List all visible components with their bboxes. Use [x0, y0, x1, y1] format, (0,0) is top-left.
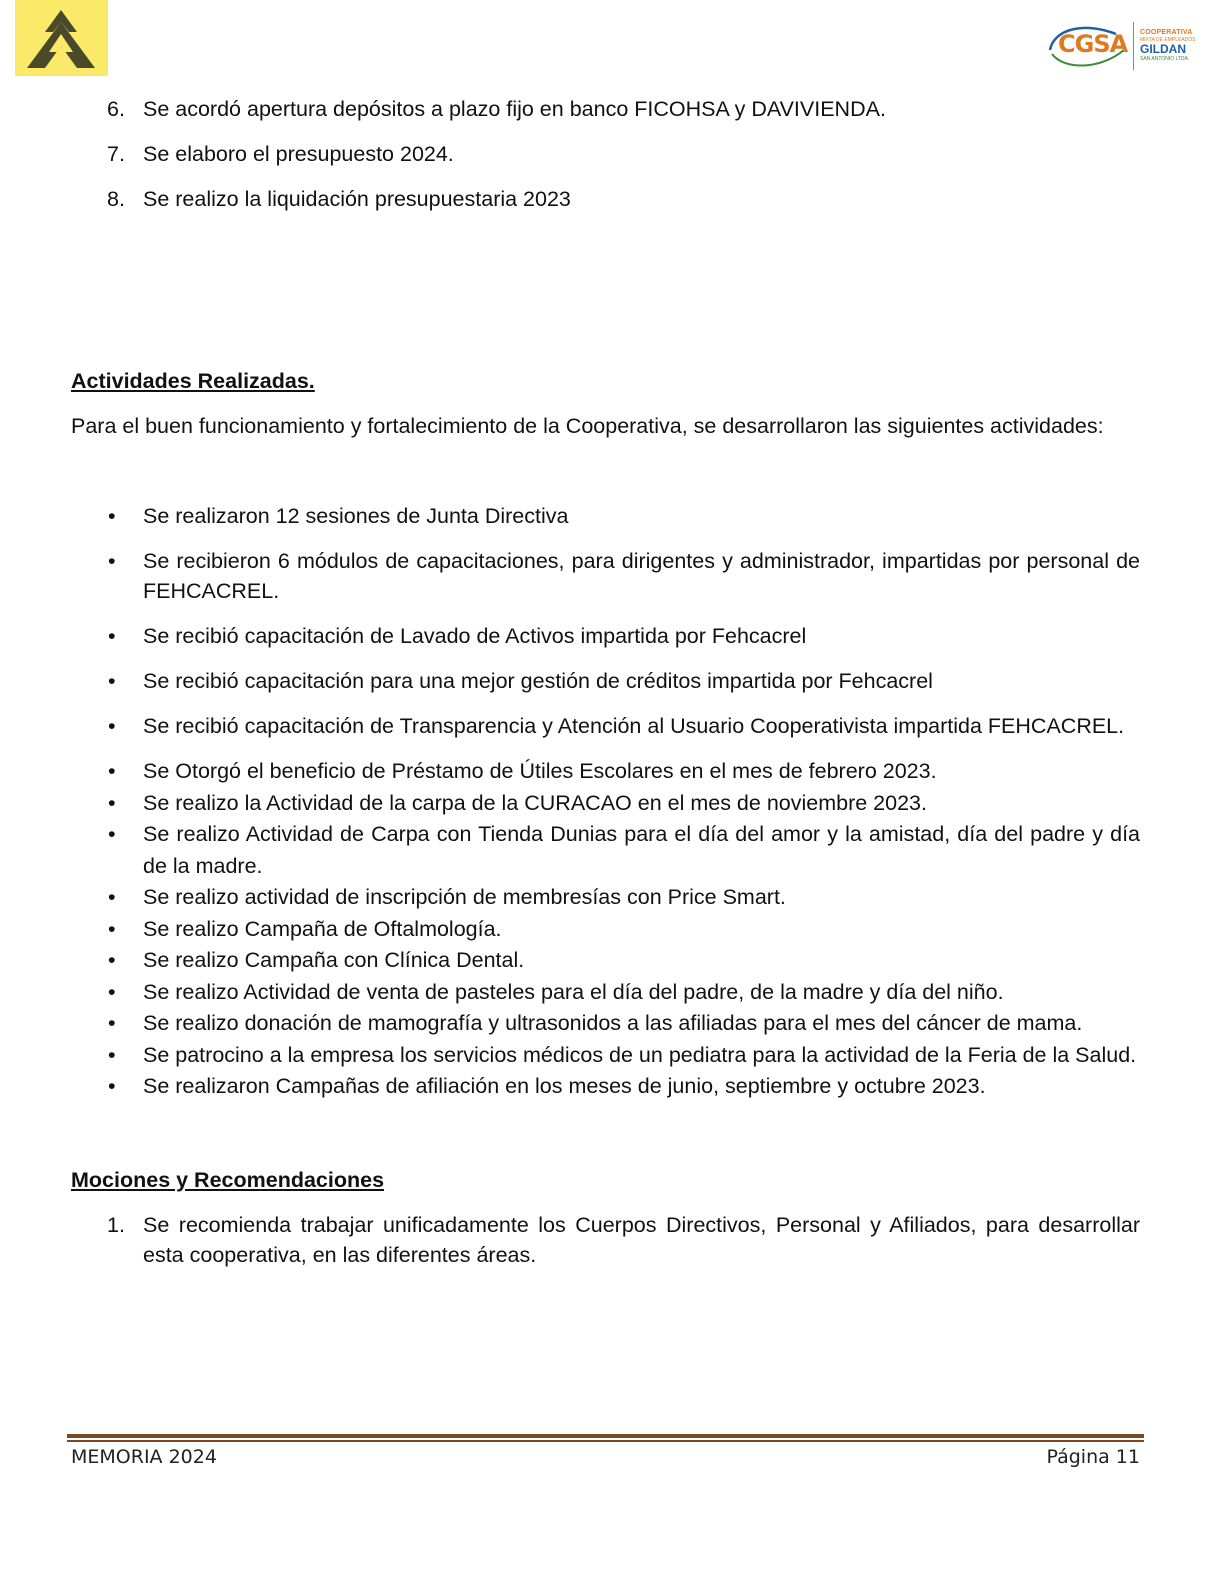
list-item — [71, 711, 1140, 741]
list-item — [71, 882, 1140, 914]
list-item — [71, 184, 1140, 214]
list-marker: 6. — [107, 97, 125, 121]
logo-cooperativa: COOPERATIVA — [1140, 29, 1193, 36]
page-number: Página 11 — [1046, 1446, 1140, 1468]
bullet-marker: • — [108, 759, 116, 783]
list-item — [71, 1008, 1140, 1040]
list-item — [71, 914, 1140, 946]
bullet-marker: • — [108, 979, 116, 1004]
cgsa-logo — [1046, 20, 1208, 72]
bullet-marker: • — [108, 916, 116, 941]
list-item-text: Se realizo Actividad de venta de pasteles para el día del padre, de la madre y día del niño. — [143, 979, 1004, 1004]
footer-divider — [67, 1434, 1144, 1443]
bullet-marker: • — [108, 885, 116, 909]
list-item-text: Se recomienda trabajar unificadamente los Cuerpos Directivos, Personal y Afiliados, para desarrollar esta cooperativa, en las diferentes áreas. — [143, 1212, 1140, 1267]
bullet-marker: • — [108, 549, 116, 573]
list-item-text: Se realizo Campaña de Oftalmología. — [143, 916, 502, 941]
list-marker: 1. — [107, 1212, 125, 1237]
list-item — [71, 945, 1140, 977]
list-item-text: Se elaboro el presupuesto 2024. — [143, 142, 454, 166]
bullet-marker: • — [108, 504, 116, 528]
list-item-text: Se realizo Actividad de Carpa con Tienda Dunias para el día del amor y la amistad, día del padre y día de la madre. — [143, 822, 1140, 878]
list-item-text: Se recibieron 6 módulos de capacitaciones, para dirigentes y administrador, impartidas por personal de FEHCACREL. — [143, 549, 1140, 603]
list-item-text: Se recibió capacitación de Lavado de Activos impartida por Fehcacrel — [143, 624, 807, 648]
logo-mixta: MIXTA DE EMPLEADOS — [1140, 37, 1196, 43]
list-item — [71, 621, 1140, 651]
bullet-marker: • — [108, 714, 116, 738]
bullet-marker: • — [108, 624, 116, 648]
list-item-text: Se realizo donación de mamografía y ultrasonidos a las afiliadas para el mes del cáncer de mama. — [143, 1011, 1083, 1035]
motions-heading: Mociones y Recomendaciones — [71, 1167, 385, 1192]
activities-list — [71, 501, 1140, 1103]
list-item — [71, 819, 1140, 882]
cgsa-brand: CGSA — [1058, 30, 1128, 58]
bullet-marker: • — [108, 822, 116, 846]
list-item-text: Se realizo la Actividad de la carpa de la CURACAO en el mes de noviembre 2023. — [143, 790, 927, 815]
list-marker: 7. — [107, 142, 125, 166]
list-item-text: Se patrocino a la empresa los servicios médicos de un pediatra para la actividad de la Feria de la Salud. — [143, 1042, 1137, 1067]
list-item — [71, 546, 1140, 606]
list-item-text: Se realizaron Campañas de afiliación en los meses de junio, septiembre y octubre 2023. — [143, 1074, 986, 1098]
list-item-text: Se Otorgó el beneficio de Préstamo de Útiles Escolares en el mes de febrero 2023. — [143, 759, 937, 783]
list-item-text: Se recibió capacitación de Transparencia y Atención al Usuario Cooperativista impartida FEHCACREL. — [143, 714, 1125, 738]
list-item — [71, 139, 1140, 169]
list-item — [71, 94, 1140, 124]
bullet-marker: • — [108, 1074, 116, 1098]
list-item-text: Se realizo Campaña con Clínica Dental. — [143, 948, 525, 972]
list-item — [71, 666, 1140, 696]
list-item-text: Se realizo actividad de inscripción de membresías con Price Smart. — [143, 885, 786, 909]
list-item — [71, 788, 1140, 820]
footer-title: MEMORIA 2024 — [71, 1446, 217, 1468]
list-item — [71, 1210, 1140, 1270]
bullet-marker: • — [108, 1042, 116, 1067]
list-item-text: Se realizo la liquidación presupuestaria 2023 — [143, 187, 571, 211]
logo-gildan: GILDAN — [1140, 42, 1186, 56]
motions-list — [71, 1210, 1140, 1270]
logo-san-antonio: SAN ANTONIO LTDA. — [1140, 56, 1190, 62]
list-item — [71, 501, 1140, 531]
bullet-marker: • — [108, 669, 116, 693]
list-item — [71, 977, 1140, 1009]
list-item-text: Se realizaron 12 sesiones de Junta Directiva — [143, 504, 569, 528]
bullet-marker: • — [108, 1011, 116, 1035]
list-item — [71, 756, 1140, 788]
activities-heading: Actividades Realizadas. — [71, 369, 315, 393]
cooperative-logo — [15, 0, 108, 76]
page-content — [71, 94, 1140, 1270]
activities-intro: Para el buen funcionamiento y fortalecimiento de la Cooperativa, se desarrollaron las siguientes actividades: — [71, 414, 1104, 438]
bullet-marker: • — [108, 790, 116, 815]
list-item — [71, 1040, 1140, 1072]
list-item — [71, 1071, 1140, 1103]
list-item-text: Se recibió capacitación para una mejor gestión de créditos impartida por Fehcacrel — [143, 669, 933, 693]
logo-divider — [1133, 22, 1134, 70]
bullet-marker: • — [108, 948, 116, 972]
top-numbered-list — [71, 94, 1140, 214]
list-marker: 8. — [107, 187, 125, 211]
list-item-text: Se acordó apertura depósitos a plazo fijo en banco FICOHSA y DAVIVIENDA. — [143, 97, 886, 121]
tree-logo-icon — [15, 0, 108, 76]
